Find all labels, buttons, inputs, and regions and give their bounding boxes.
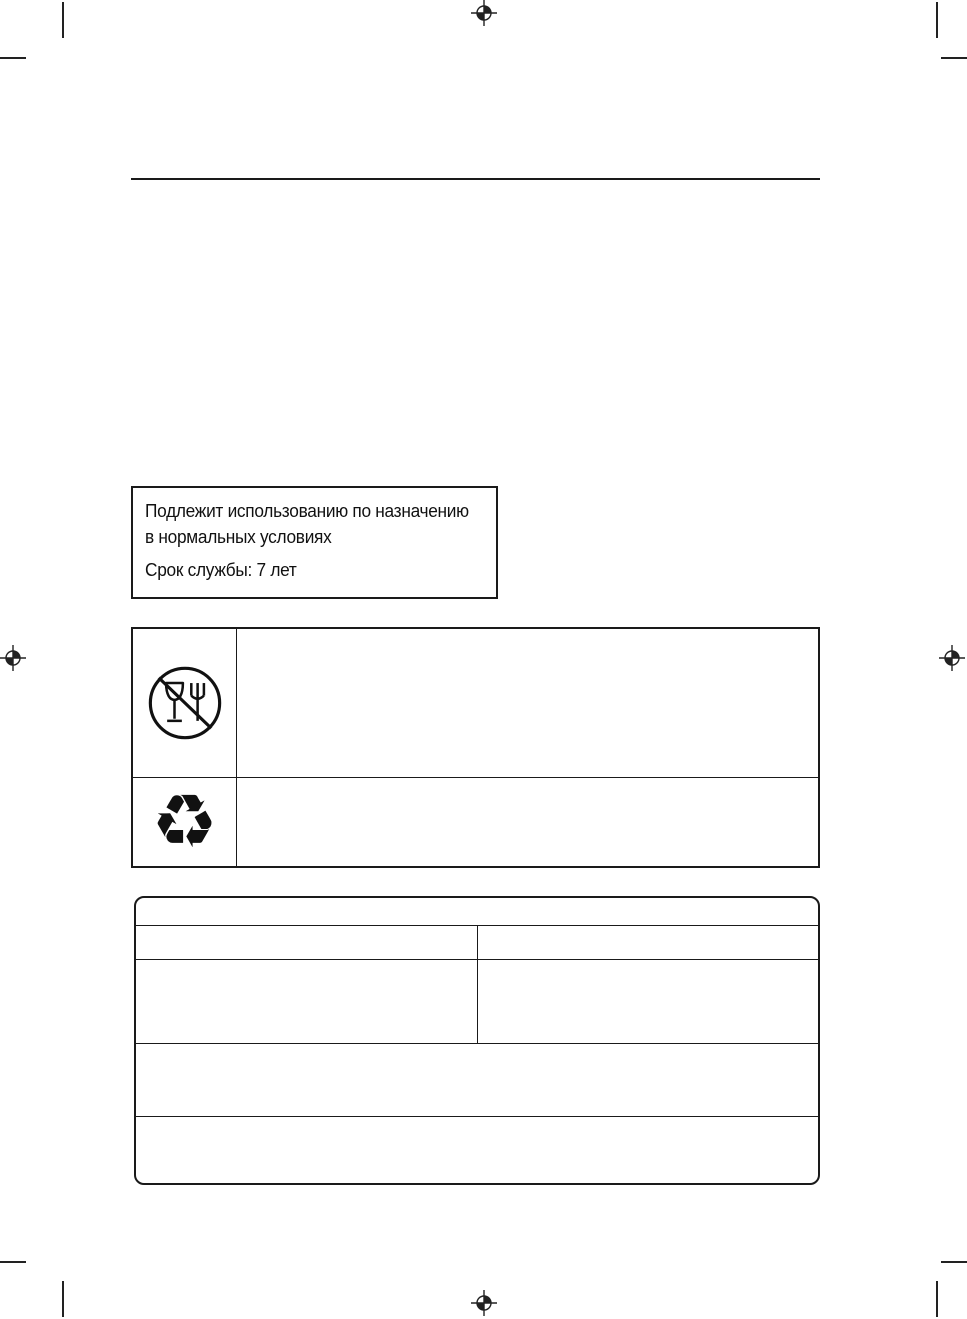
- spec-cell: [136, 898, 818, 925]
- crop-mark-top-right-h: [941, 57, 967, 59]
- spec-table-header-row: [136, 925, 818, 959]
- registration-mark-left: [0, 645, 26, 671]
- crop-mark-top-left-h: [0, 57, 26, 59]
- crop-mark-top-right-v: [936, 2, 938, 38]
- recycling-cell: [133, 778, 237, 866]
- no-food-contact-icon: [143, 661, 227, 745]
- spec-cell: [136, 926, 478, 959]
- spec-cell: [136, 960, 478, 1043]
- symbol-description-cell: [237, 629, 818, 777]
- notice-line-1: Подлежит использованию по назначению: [145, 501, 469, 521]
- spec-table-body-row: [136, 959, 818, 1043]
- spec-table: [134, 896, 820, 1185]
- crop-mark-top-left-v: [62, 2, 64, 38]
- symbol-description-cell: [237, 778, 818, 866]
- symbols-table-row: [133, 629, 818, 777]
- symbols-table-row: [133, 777, 818, 866]
- section-rule: [131, 178, 820, 180]
- crop-mark-bottom-left-h: [0, 1261, 26, 1263]
- recycling-icon: ♻: [151, 779, 218, 865]
- crop-mark-bottom-right-h: [941, 1261, 967, 1263]
- spec-table-title-row: [136, 898, 818, 925]
- service-life-line: Срок службы: 7 лет: [145, 560, 297, 580]
- spec-table-full-row: [136, 1116, 818, 1183]
- spec-cell: [136, 1117, 818, 1183]
- notice-line-2: в нормальных условиях: [145, 527, 332, 547]
- symbols-table: [131, 627, 820, 868]
- registration-mark-right: [939, 645, 965, 671]
- notice-box: [131, 486, 498, 599]
- registration-mark-top: [471, 0, 497, 26]
- spec-cell: [478, 926, 818, 959]
- no-food-contact-cell: [133, 629, 237, 777]
- crop-mark-bottom-left-v: [62, 1281, 64, 1317]
- registration-mark-bottom: [471, 1290, 497, 1316]
- spec-table-full-row: [136, 1043, 818, 1116]
- crop-mark-bottom-right-v: [936, 1281, 938, 1317]
- spec-cell: [136, 1044, 818, 1116]
- spec-cell: [478, 960, 818, 1043]
